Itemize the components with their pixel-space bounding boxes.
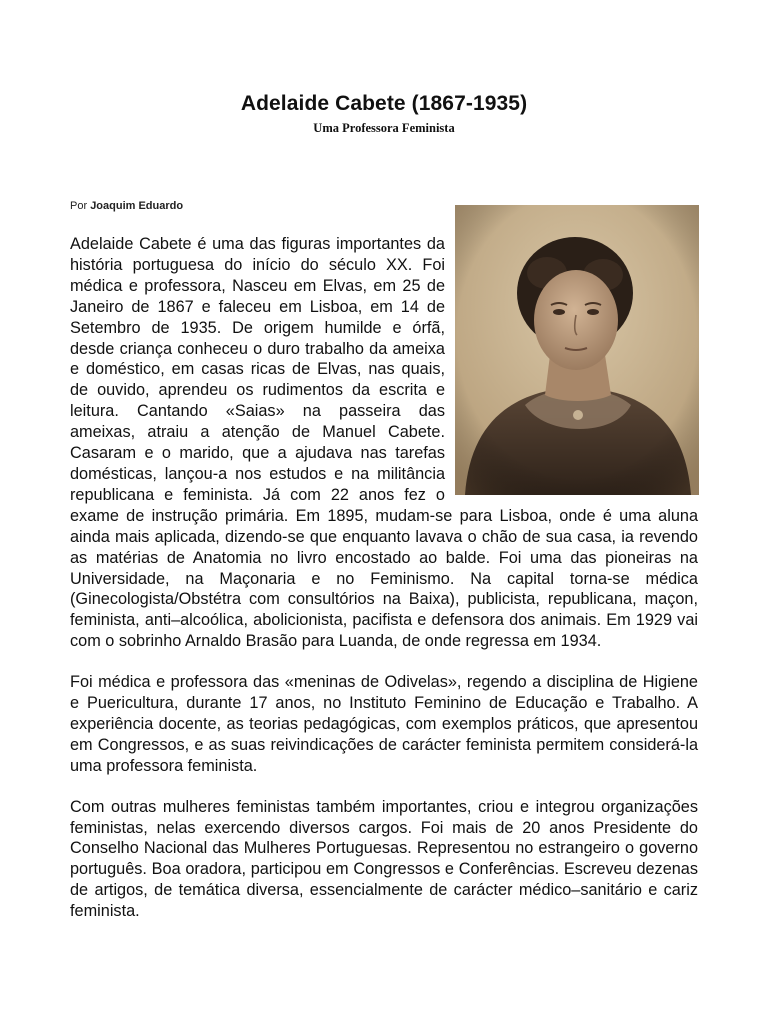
- document-title: Adelaide Cabete (1867-1935): [240, 92, 528, 115]
- document-subtitle: Uma Professora Feminista: [313, 121, 455, 135]
- portrait-photo: [455, 205, 699, 495]
- paragraph-2: Foi médica e professora das «meninas de Odivelas», regendo a disciplina de Higiene e Puericultura, durante 17 anos, no Instituto Feminino de Educação e Trabalho. A experiência docente, as teorias pedagógicas, com exemplos práticos, que apresentou em Congressos, e as suas reivindicações de carácter feminista permitem considerá-la uma professora feminista.: [70, 673, 698, 775]
- paragraph-3: Com outras mulheres feministas também importantes, criou e integrou organizações feministas, nelas exercendo diversos cargos. Foi mais de 20 anos Presidente do Conselho Nacional das Mulheres Portuguesas. Representou no estrangeiro o governo português. Boa oradora, participou em Congressos e Conferências. Escreveu dezenas de artigos, de temática diversa, essencialmente de carácter médico–sanitário e cariz feminista.: [70, 797, 698, 921]
- byline-prefix: Por: [70, 200, 88, 212]
- byline: [70, 200, 183, 212]
- portrait-image: [455, 205, 699, 495]
- article-body: [70, 234, 698, 942]
- author-name: Joaquim Eduardo: [90, 200, 184, 212]
- paragraph-1: Adelaide Cabete é uma das figuras importantes da história portuguesa do início do século XX. Foi médica e professora, Nasceu em Elvas, em 25 de Janeiro de 1867 e faleceu em Lisboa, em 14 de Setembro de 1935. De origem humilde e órfã, desde criança conheceu o duro trabalho da ameixa e doméstico, em casas ricas de Elvas, nas quais, de ouvido, aprendeu os rudimentos da escrita e leitura. Cantando «Saias» na passeira das ameixas, atraiu a atenção de Manuel Cabete. Casaram e o marido, que a ajudava nas tarefas domésticas, lançou-a nos estudos e na militância republicana e feminista. Já com 22 anos fez o exame de instrução primária. Em 1895, mudam-se para Lisboa, onde é uma aluna ainda mais aplicada, dizendo-se que enquanto lavava o chão de sua casa, ia revendo as matérias de Anatomia no livro encostado ao balde. Foi uma das pioneiras na Universidade, na Maçonaria e no Feminismo. Na capital torna-se médica (Ginecologista/Obstétra com consultórios na Baixa), publicista, republicana, maçon, feminista, anti–alcoólica, abolicionista, pacifista e defensora dos animais. Em 1929 vai com o sobrinho Arnaldo Brasão para Luanda, de onde regressa em 1934.: [70, 235, 698, 651]
